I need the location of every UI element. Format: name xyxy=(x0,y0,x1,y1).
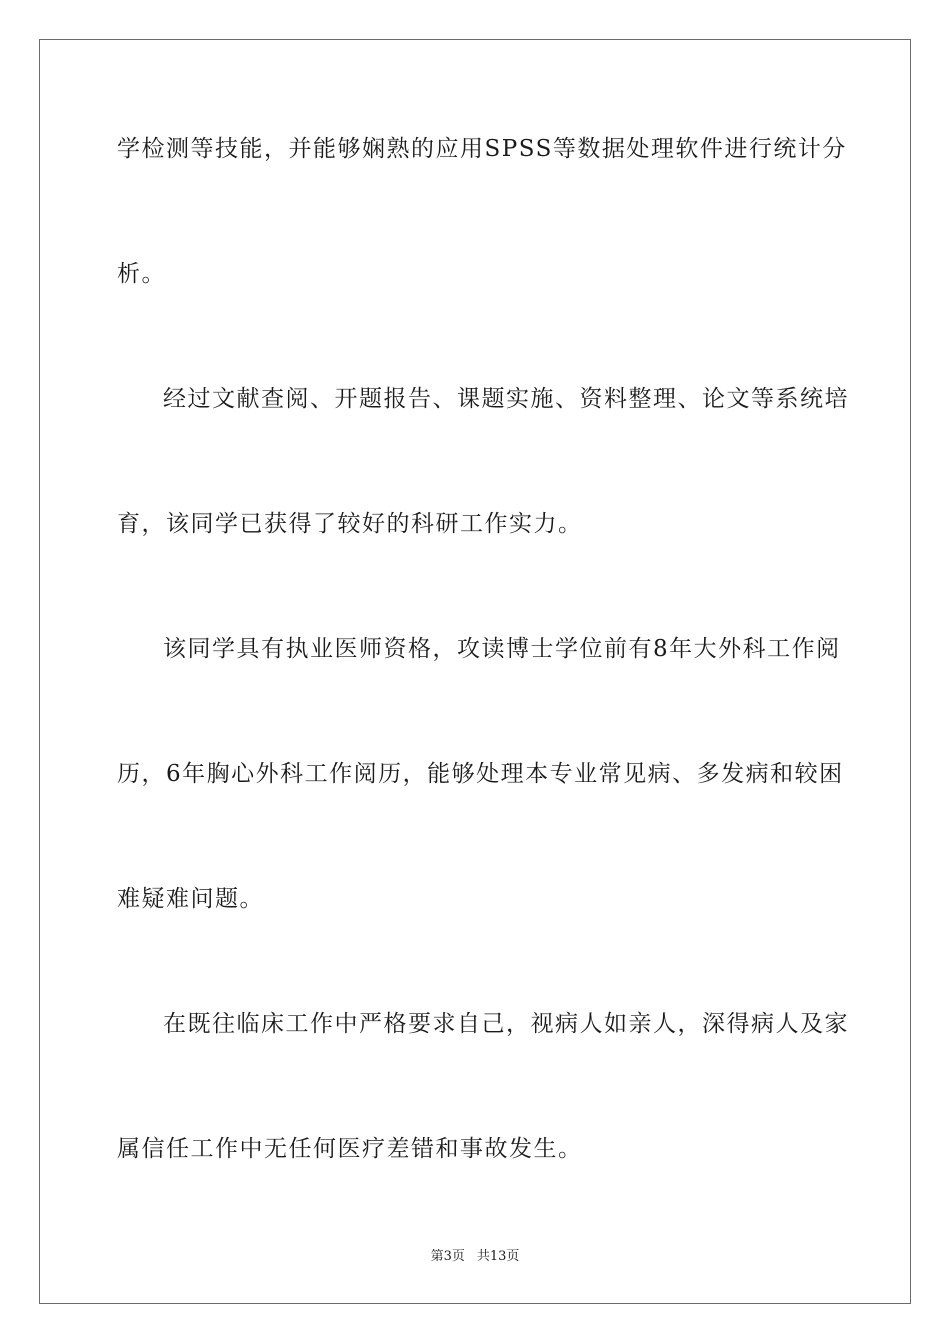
document-body xyxy=(117,118,849,1243)
text-line: 难疑难问题。 xyxy=(117,886,264,912)
text-line: 该同学具有执业医师资格，攻读博士学位前有8年大外科工作阅 xyxy=(163,636,841,662)
page-total: 共13页 xyxy=(476,1249,520,1264)
page-footer xyxy=(0,1245,950,1264)
text-line: 属信任工作中无任何医疗差错和事故发生。 xyxy=(117,1136,583,1162)
text-line: 经过文献查阅、开题报告、课题实施、资料整理、论文等系统培 xyxy=(163,386,849,412)
text-line: 析。 xyxy=(117,261,166,287)
text-line: 在既往临床工作中严格要求自己，视病人如亲人，深得病人及家 xyxy=(163,1011,849,1037)
text-line: 育，该同学已获得了较好的科研工作实力。 xyxy=(117,511,583,537)
text-line: 历，6年胸心外科工作阅历，能够处理本专业常见病、多发病和较困 xyxy=(117,761,844,787)
text-line: 学检测等技能，并能够娴熟的应用SPSS等数据处理软件进行统计分 xyxy=(117,136,847,162)
page-number: 第3页 xyxy=(430,1249,465,1264)
